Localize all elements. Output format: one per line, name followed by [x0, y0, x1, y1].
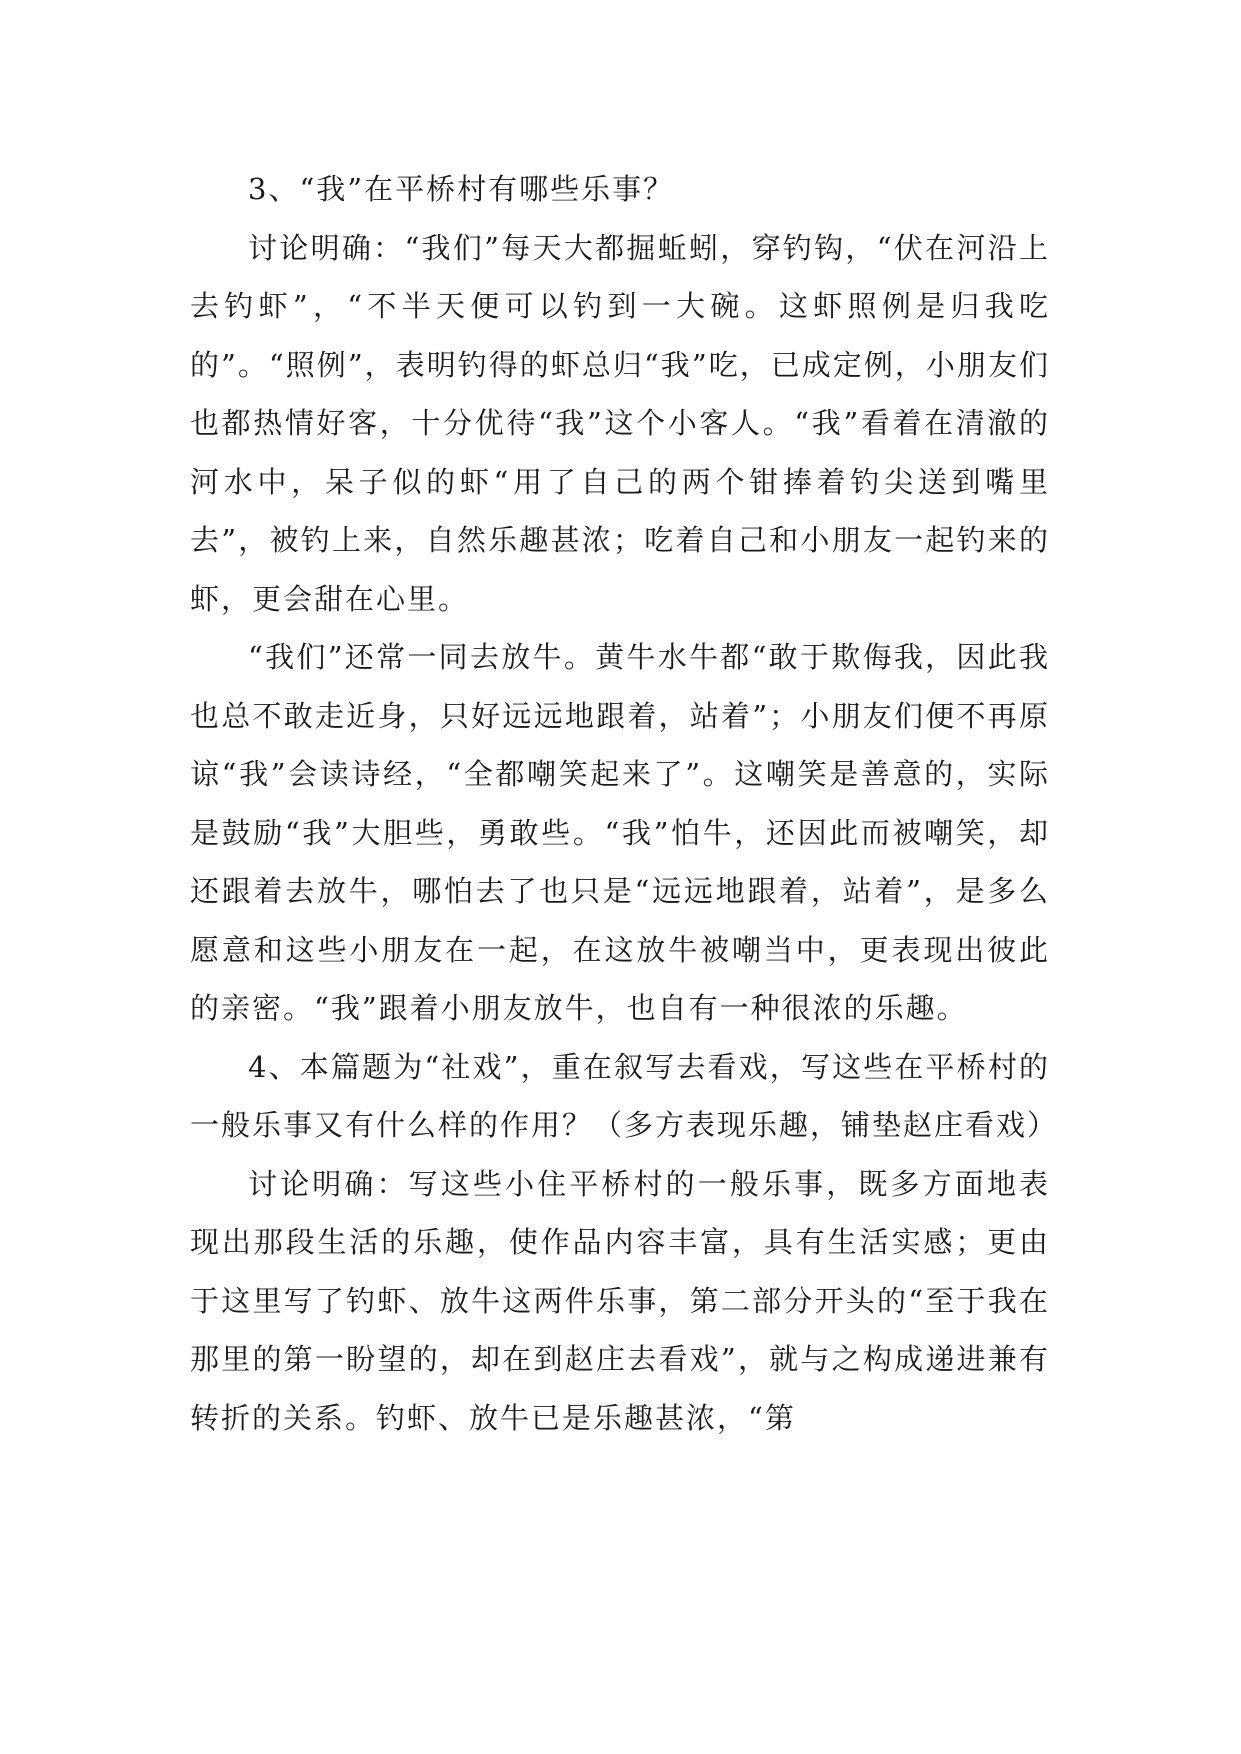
question-3: 3、“我”在平桥村有哪些乐事？ [248, 172, 675, 206]
question-4: 4、本篇题为“社戏”，重在叙写去看戏，写这些在平桥村的一般乐事又有什么样的作用？（多方表现乐趣，铺垫赵庄看戏） [190, 1049, 1059, 1142]
document-page [190, 160, 1059, 1447]
discussion-purpose: 讨论明确：写这些小住平桥村的一般乐事，既多方面地表现出那段生活的乐趣，使作品内容丰富，具有生活实感；更由于这里写了钓虾、放牛这两件乐事，第二部分开头的“至于我在那里的第一盼望的，却在到赵庄去看戏”，就与之构成递进兼有转折的关系。钓虾、放牛已是乐趣甚浓，“第 [190, 1166, 1050, 1435]
discussion-fishing-shrimp: 讨论明确：“我们”每天大都掘蚯蚓，穿钓钩，“伏在河沿上去钓虾”，“不半天便可以钓到一大碗。这虾照例是归我吃的”。“照例”，表明钓得的虾总归“我”吃，已成定例，小朋友们也都热情好客，十分优待“我”这个小客人。“我”看着在清澈的河水中，呆子似的虾“用了自己的两个钳捧着钓尖送到嘴里去”，被钓上来，自然乐趣甚浓；吃着自己和小朋友一起钓来的虾，更会甜在心里。 [190, 230, 1050, 616]
discussion-herding-cattle: “我们”还常一同去放牛。黄牛水牛都“敢于欺侮我，因此我也总不敢走近身，只好远远地跟着，站着”；小朋友们便不再原谅“我”会读诗经，“全都嘲笑起来了”。这嘲笑是善意的，实际是鼓励“我”大胆些，勇敢些。“我”怕牛，还因此而被嘲笑，却还跟着去放牛，哪怕去了也只是“远远地跟着，站着”，是多么愿意和这些小朋友在一起，在这放牛被嘲当中，更表现出彼此的亲密。“我”跟着小朋友放牛，也自有一种很浓的乐趣。 [190, 640, 1050, 1025]
